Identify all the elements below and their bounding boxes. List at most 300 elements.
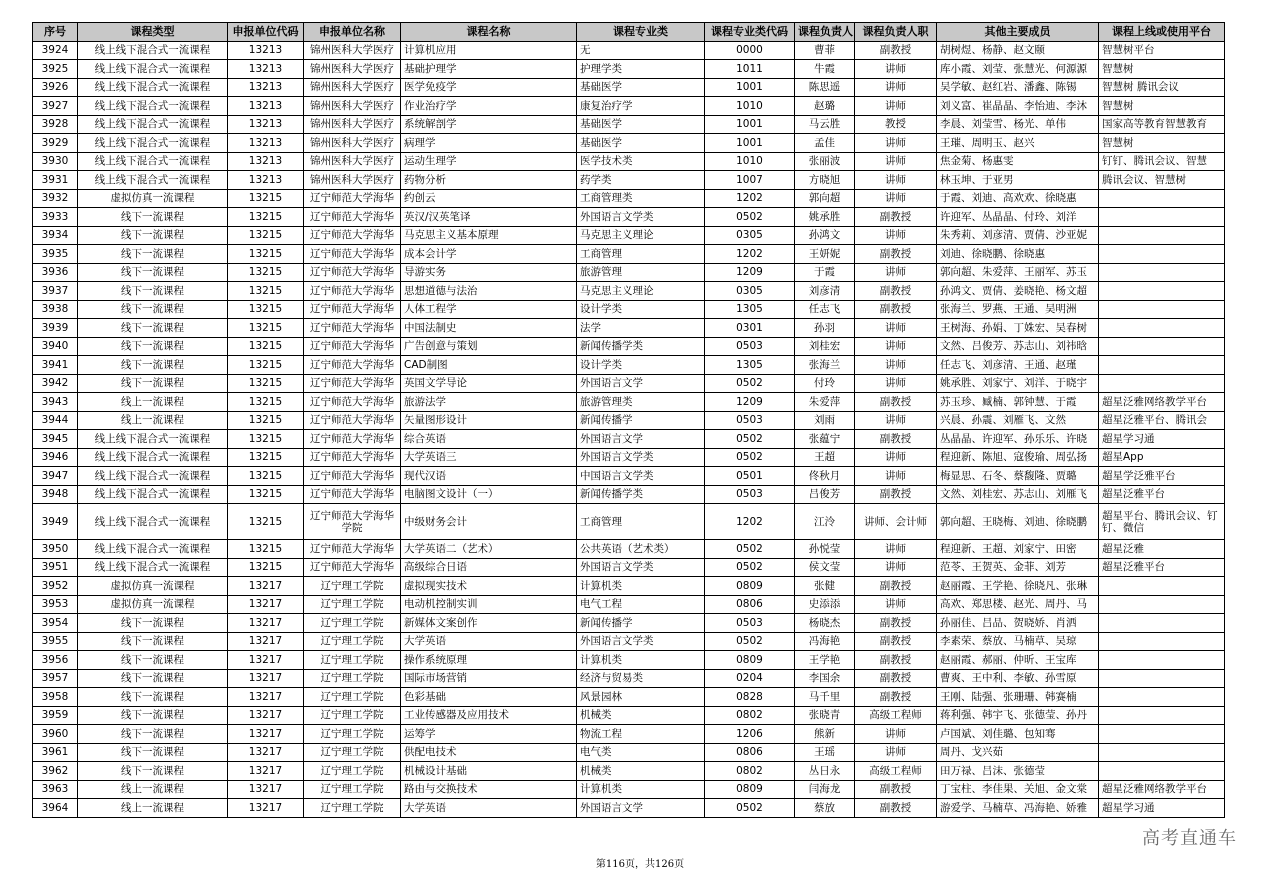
table-cell: 刘迪、徐晓鹏、徐晓惠 xyxy=(937,245,1099,264)
table-cell: 侯文莹 xyxy=(795,558,855,577)
table-cell: 0503 xyxy=(705,614,795,633)
table-cell: 外国语言文学类 xyxy=(577,448,705,467)
table-cell: 超星学泛雅平台 xyxy=(1099,467,1225,486)
table-cell: 线下一流课程 xyxy=(78,669,228,688)
table-cell: 3951 xyxy=(33,558,78,577)
table-cell: 经济与贸易类 xyxy=(577,669,705,688)
table-cell: 超星泛雅 xyxy=(1099,540,1225,559)
table-cell: 电动机控制实训 xyxy=(401,595,577,614)
table-row xyxy=(33,651,1225,670)
table-cell: 外国语言文学 xyxy=(577,430,705,449)
table-cell: 许迎军、丛晶晶、付玲、刘洋 xyxy=(937,208,1099,227)
table-cell xyxy=(1099,688,1225,707)
table-row xyxy=(33,799,1225,818)
table-cell: 0809 xyxy=(705,780,795,799)
table-cell: 0502 xyxy=(705,374,795,393)
table-cell: 超星泛雅平台、腾讯会 xyxy=(1099,411,1225,430)
table-cell: 讲师 xyxy=(855,189,937,208)
table-cell xyxy=(1099,337,1225,356)
table-cell: 13213 xyxy=(228,78,304,97)
table-cell: 机械设计基础 xyxy=(401,762,577,781)
table-cell: 讲师 xyxy=(855,226,937,245)
table-cell: 1202 xyxy=(705,189,795,208)
table-cell: 0305 xyxy=(705,226,795,245)
table-cell: 3958 xyxy=(33,688,78,707)
table-cell: 3949 xyxy=(33,504,78,540)
table-cell: 高欢、郑思楼、赵光、周丹、马 xyxy=(937,595,1099,614)
table-cell: 虚拟现实技术 xyxy=(401,577,577,596)
table-cell: 讲师 xyxy=(855,319,937,338)
table-cell: 色彩基础 xyxy=(401,688,577,707)
table-row xyxy=(33,226,1225,245)
table-body xyxy=(33,41,1225,817)
table-cell: 副教授 xyxy=(855,393,937,412)
table-cell: 13217 xyxy=(228,688,304,707)
table-cell: 线下一流课程 xyxy=(78,725,228,744)
table-cell: 3928 xyxy=(33,115,78,134)
table-cell: 腾讯会议、智慧树 xyxy=(1099,171,1225,190)
table-cell: 13217 xyxy=(228,632,304,651)
table-row xyxy=(33,614,1225,633)
table-cell: 锦州医科大学医疗 xyxy=(304,60,401,79)
table-cell: 0828 xyxy=(705,688,795,707)
table-row xyxy=(33,762,1225,781)
table-cell: 3942 xyxy=(33,374,78,393)
table-cell: 副教授 xyxy=(855,780,937,799)
page-number: 第116页，共126页 xyxy=(595,859,685,870)
table-cell: 0503 xyxy=(705,337,795,356)
table-cell: 3963 xyxy=(33,780,78,799)
table-cell: 马云胜 xyxy=(795,115,855,134)
table-cell: 线下一流课程 xyxy=(78,319,228,338)
table-cell: 线下一流课程 xyxy=(78,706,228,725)
table-cell: 蔡放 xyxy=(795,799,855,818)
table-cell xyxy=(1099,595,1225,614)
table-cell: 3944 xyxy=(33,411,78,430)
table-cell: 辽宁师范大学海华 xyxy=(304,393,401,412)
table-cell: 线上线下混合式一流课程 xyxy=(78,115,228,134)
table-cell: 副教授 xyxy=(855,651,937,670)
table-row xyxy=(33,115,1225,134)
table-cell: 13215 xyxy=(228,430,304,449)
table-cell: 姚承胜 xyxy=(795,208,855,227)
table-cell: 副教授 xyxy=(855,430,937,449)
table-cell: 0806 xyxy=(705,743,795,762)
table-cell: 讲师 xyxy=(855,743,937,762)
table-cell xyxy=(1099,208,1225,227)
table-cell: 张丽波 xyxy=(795,152,855,171)
table-cell: 工业传感器及应用技术 xyxy=(401,706,577,725)
table-cell: 王树海、孙娟、丁姝宏、吴春树 xyxy=(937,319,1099,338)
table-cell: 13215 xyxy=(228,226,304,245)
table-cell: 3947 xyxy=(33,467,78,486)
table-cell: 丛晶晶、许迎军、孙乐乐、许晓 xyxy=(937,430,1099,449)
table-cell: 供配电技术 xyxy=(401,743,577,762)
table-cell: 辽宁理工学院 xyxy=(304,595,401,614)
table-cell: 佟秋月 xyxy=(795,467,855,486)
table-cell: 成本会计学 xyxy=(401,245,577,264)
table-cell: 3929 xyxy=(33,134,78,153)
table-cell: 0305 xyxy=(705,282,795,301)
table-cell: 讲师 xyxy=(855,97,937,116)
table-cell xyxy=(1099,762,1225,781)
table-cell: 新媒体文案创作 xyxy=(401,614,577,633)
table-cell: 13213 xyxy=(228,134,304,153)
table-cell: 0502 xyxy=(705,430,795,449)
table-cell: 护理学类 xyxy=(577,60,705,79)
col-header: 其他主要成员 xyxy=(937,23,1099,42)
table-cell: 3948 xyxy=(33,485,78,504)
table-cell: 虚拟仿真一流课程 xyxy=(78,595,228,614)
table-cell: 13215 xyxy=(228,393,304,412)
table-cell: 辽宁师范大学海华 xyxy=(304,430,401,449)
table-cell: 孟佳 xyxy=(795,134,855,153)
col-header: 申报单位代码 xyxy=(228,23,304,42)
table-cell: 3927 xyxy=(33,97,78,116)
table-cell: 李素荣、蔡放、马楠草、吴琼 xyxy=(937,632,1099,651)
table-cell: 1305 xyxy=(705,356,795,375)
table-cell: 线上线下混合式一流课程 xyxy=(78,467,228,486)
table-cell: 超星泛雅网络教学平台 xyxy=(1099,780,1225,799)
table-cell: 人体工程学 xyxy=(401,300,577,319)
table-cell: 0503 xyxy=(705,485,795,504)
table-cell: 辽宁理工学院 xyxy=(304,743,401,762)
table-cell: 库小霞、刘莹、张慧光、何源源 xyxy=(937,60,1099,79)
table-cell: 线上线下混合式一流课程 xyxy=(78,171,228,190)
table-cell: 辽宁理工学院 xyxy=(304,780,401,799)
table-row xyxy=(33,97,1225,116)
table-cell: 13217 xyxy=(228,780,304,799)
table-row xyxy=(33,374,1225,393)
table-cell: 孙鸿文、贾倩、姜晓艳、杨文超 xyxy=(937,282,1099,301)
table-cell: 孙悦莹 xyxy=(795,540,855,559)
table-cell xyxy=(1099,725,1225,744)
table-cell: 13215 xyxy=(228,337,304,356)
table-cell: 3925 xyxy=(33,60,78,79)
table-cell: CAD制图 xyxy=(401,356,577,375)
table-cell: 讲师 xyxy=(855,263,937,282)
table-cell: 王瑶 xyxy=(795,743,855,762)
table-cell: 超星泛雅平台 xyxy=(1099,485,1225,504)
table-row xyxy=(33,300,1225,319)
table-cell: 大学英语三 xyxy=(401,448,577,467)
table-cell: 药物分析 xyxy=(401,171,577,190)
table-cell: 副教授 xyxy=(855,245,937,264)
table-cell: 运动生理学 xyxy=(401,152,577,171)
table-cell: 周丹、戈兴茹 xyxy=(937,743,1099,762)
table-cell: 文然、吕俊芳、苏志山、刘祎晗 xyxy=(937,337,1099,356)
table-row xyxy=(33,263,1225,282)
table-cell: 现代汉语 xyxy=(401,467,577,486)
table-cell: 新闻传播学 xyxy=(577,411,705,430)
table-cell: 线下一流课程 xyxy=(78,632,228,651)
table-cell: 辽宁理工学院 xyxy=(304,706,401,725)
table-row xyxy=(33,41,1225,60)
table-cell: 13215 xyxy=(228,300,304,319)
table-cell: 辽宁理工学院 xyxy=(304,669,401,688)
table-cell: 13217 xyxy=(228,762,304,781)
table-cell: 基础医学 xyxy=(577,115,705,134)
table-cell: 智慧树 xyxy=(1099,134,1225,153)
table-cell: 超星学习通 xyxy=(1099,799,1225,818)
table-cell xyxy=(1099,651,1225,670)
table-cell: 13215 xyxy=(228,540,304,559)
table-cell: 苏玉珍、臧楠、郭钟慧、于霞 xyxy=(937,393,1099,412)
table-cell: 熊新 xyxy=(795,725,855,744)
table-cell: 牛霞 xyxy=(795,60,855,79)
table-row xyxy=(33,577,1225,596)
table-cell: 医学技术类 xyxy=(577,152,705,171)
table-cell: 3940 xyxy=(33,337,78,356)
table-cell: 工商管理 xyxy=(577,245,705,264)
table-cell: 0502 xyxy=(705,540,795,559)
table-cell: 新闻传播学类 xyxy=(577,485,705,504)
table-cell: 虚拟仿真一流课程 xyxy=(78,577,228,596)
table-cell: 辽宁理工学院 xyxy=(304,651,401,670)
table-cell: 锦州医科大学医疗 xyxy=(304,134,401,153)
table-cell: 线上一流课程 xyxy=(78,393,228,412)
table-cell: 13215 xyxy=(228,208,304,227)
table-cell: 广告创意与策划 xyxy=(401,337,577,356)
table-cell: 13215 xyxy=(228,245,304,264)
table-cell: 中国法制史 xyxy=(401,319,577,338)
table-cell: 机械类 xyxy=(577,762,705,781)
table-cell: 计算机类 xyxy=(577,577,705,596)
table-cell xyxy=(1099,226,1225,245)
table-cell: 线下一流课程 xyxy=(78,337,228,356)
table-cell: 辽宁师范大学海华 xyxy=(304,263,401,282)
table-cell: 教授 xyxy=(855,115,937,134)
table-cell: 国际市场营销 xyxy=(401,669,577,688)
table-cell: 刘彦清 xyxy=(795,282,855,301)
table-cell: 任志飞、刘彦清、王通、赵瑾 xyxy=(937,356,1099,375)
table-cell: 陈思遥 xyxy=(795,78,855,97)
table-cell: 刘桂宏 xyxy=(795,337,855,356)
table-row xyxy=(33,134,1225,153)
table-cell: 田万禄、吕沫、张德莹 xyxy=(937,762,1099,781)
table-cell: 辽宁理工学院 xyxy=(304,632,401,651)
table-cell: 矢量图形设计 xyxy=(401,411,577,430)
table-cell: 讲师 xyxy=(855,467,937,486)
table-cell: 线下一流课程 xyxy=(78,226,228,245)
table-cell: 辽宁师范大学海华 xyxy=(304,356,401,375)
table-cell: 超星泛雅平台 xyxy=(1099,558,1225,577)
table-row xyxy=(33,706,1225,725)
table-cell: 0809 xyxy=(705,651,795,670)
table-cell: 辽宁师范大学海华 xyxy=(304,337,401,356)
table-cell: 范苓、王贺英、金菲、刘芳 xyxy=(937,558,1099,577)
table-cell: 闫海龙 xyxy=(795,780,855,799)
table-cell: 线下一流课程 xyxy=(78,263,228,282)
table-cell: 讲师 xyxy=(855,595,937,614)
table-cell: 智慧树 xyxy=(1099,97,1225,116)
table-cell: 曹爽、王中利、李敏、孙雪原 xyxy=(937,669,1099,688)
table-row xyxy=(33,245,1225,264)
table-cell: 程迎新、王超、刘家宁、田密 xyxy=(937,540,1099,559)
table-cell: 林玉坤、于亚男 xyxy=(937,171,1099,190)
table-cell: 13215 xyxy=(228,356,304,375)
col-header: 课程专业类代码 xyxy=(705,23,795,42)
col-header: 课程名称 xyxy=(401,23,577,42)
table-cell: 工商管理 xyxy=(577,504,705,540)
table-row xyxy=(33,504,1225,540)
table-cell: 1001 xyxy=(705,78,795,97)
table-cell: 副教授 xyxy=(855,300,937,319)
table-cell: 新闻传播学 xyxy=(577,614,705,633)
table-cell: 外国语言文学类 xyxy=(577,558,705,577)
table-cell: 3935 xyxy=(33,245,78,264)
table-cell: 线下一流课程 xyxy=(78,356,228,375)
table-cell: 线上一流课程 xyxy=(78,799,228,818)
table-row xyxy=(33,78,1225,97)
table-cell: 13217 xyxy=(228,706,304,725)
table-cell: 英汉/汉英笔译 xyxy=(401,208,577,227)
table-cell: 13217 xyxy=(228,799,304,818)
table-row xyxy=(33,632,1225,651)
table-cell: 线下一流课程 xyxy=(78,651,228,670)
table-cell: 辽宁师范大学海华 xyxy=(304,374,401,393)
table-cell: 基础医学 xyxy=(577,78,705,97)
table-cell: 辽宁理工学院 xyxy=(304,762,401,781)
table-cell: 1010 xyxy=(705,97,795,116)
table-cell: 设计学类 xyxy=(577,300,705,319)
table-cell xyxy=(1099,577,1225,596)
table-cell: 0802 xyxy=(705,762,795,781)
table-cell: 锦州医科大学医疗 xyxy=(304,78,401,97)
table-cell: 1206 xyxy=(705,725,795,744)
table-cell: 副教授 xyxy=(855,669,937,688)
table-cell: 3938 xyxy=(33,300,78,319)
col-header: 申报单位名称 xyxy=(304,23,401,42)
table-cell: 风景园林 xyxy=(577,688,705,707)
table-cell: 辽宁师范大学海华 xyxy=(304,300,401,319)
table-cell: 张海兰、罗燕、王通、吴明洲 xyxy=(937,300,1099,319)
table-row xyxy=(33,688,1225,707)
table-cell: 孙丽佳、吕品、贺晓娇、肖洒 xyxy=(937,614,1099,633)
table-row xyxy=(33,743,1225,762)
table-cell xyxy=(1099,300,1225,319)
table-cell xyxy=(1099,356,1225,375)
table-cell: 中级财务会计 xyxy=(401,504,577,540)
table-cell: 朱爱萍 xyxy=(795,393,855,412)
table-cell: 3943 xyxy=(33,393,78,412)
table-cell: 王璀、周明玉、赵兴 xyxy=(937,134,1099,153)
table-cell: 线上一流课程 xyxy=(78,780,228,799)
table-cell: 超星App xyxy=(1099,448,1225,467)
table-cell: 工商管理类 xyxy=(577,189,705,208)
table-cell: 0806 xyxy=(705,595,795,614)
table-row xyxy=(33,152,1225,171)
table-cell: 13215 xyxy=(228,467,304,486)
table-cell: 物流工程 xyxy=(577,725,705,744)
table-row xyxy=(33,337,1225,356)
table-cell: 辽宁师范大学海华学院 xyxy=(304,504,401,540)
table-cell: 辽宁师范大学海华 xyxy=(304,319,401,338)
table-cell: 计算机应用 xyxy=(401,41,577,60)
table-cell: 智慧树平台 xyxy=(1099,41,1225,60)
table-cell: 3957 xyxy=(33,669,78,688)
table-cell xyxy=(1099,189,1225,208)
table-row xyxy=(33,430,1225,449)
table-cell: 1202 xyxy=(705,504,795,540)
table-cell: 讲师 xyxy=(855,448,937,467)
table-cell: 马克思主义理论 xyxy=(577,226,705,245)
table-cell: 0503 xyxy=(705,411,795,430)
table-cell: 辽宁理工学院 xyxy=(304,577,401,596)
table-cell: 1001 xyxy=(705,134,795,153)
table-cell xyxy=(1099,706,1225,725)
table-cell: 史添添 xyxy=(795,595,855,614)
table-cell: 3952 xyxy=(33,577,78,596)
table-row xyxy=(33,558,1225,577)
table-cell: 3956 xyxy=(33,651,78,670)
table-cell xyxy=(1099,632,1225,651)
table-cell: 朱秀莉、刘彦清、贾倩、沙亚妮 xyxy=(937,226,1099,245)
table-cell: 1305 xyxy=(705,300,795,319)
table-cell: 13213 xyxy=(228,152,304,171)
table-cell: 赵丽霞、郝丽、仲昕、王宝库 xyxy=(937,651,1099,670)
table-cell: 大学英语二（艺术） xyxy=(401,540,577,559)
table-cell: 13217 xyxy=(228,651,304,670)
table-cell: 13217 xyxy=(228,669,304,688)
table-cell: 副教授 xyxy=(855,688,937,707)
table-cell: 副教授 xyxy=(855,577,937,596)
table-cell: 锦州医科大学医疗 xyxy=(304,171,401,190)
table-cell: 公共英语（艺术类） xyxy=(577,540,705,559)
table-cell: 1202 xyxy=(705,245,795,264)
col-header: 课程专业类 xyxy=(577,23,705,42)
table-cell: 线上线下混合式一流课程 xyxy=(78,41,228,60)
table-cell: 郭向超、朱爱萍、王丽军、苏玉 xyxy=(937,263,1099,282)
table-cell: 辽宁理工学院 xyxy=(304,725,401,744)
table-cell: 副教授 xyxy=(855,632,937,651)
table-cell: 孙鸿文 xyxy=(795,226,855,245)
table-cell: 电脑图文设计（一） xyxy=(401,485,577,504)
table-row xyxy=(33,356,1225,375)
table-row xyxy=(33,540,1225,559)
table-cell: 锦州医科大学医疗 xyxy=(304,115,401,134)
table-cell: 13217 xyxy=(228,725,304,744)
col-header: 序号 xyxy=(33,23,78,42)
table-row xyxy=(33,411,1225,430)
table-cell: 张晓青 xyxy=(795,706,855,725)
table-cell: 线上线下混合式一流课程 xyxy=(78,558,228,577)
table-cell: 讲师 xyxy=(855,152,937,171)
table-cell: 操作系统原理 xyxy=(401,651,577,670)
table-cell: 导游实务 xyxy=(401,263,577,282)
table-cell: 电气工程 xyxy=(577,595,705,614)
table-cell: 江泠 xyxy=(795,504,855,540)
table-cell: 13215 xyxy=(228,189,304,208)
table-cell: 路由与交换技术 xyxy=(401,780,577,799)
table-cell: 线下一流课程 xyxy=(78,245,228,264)
table-cell: 电气类 xyxy=(577,743,705,762)
table-cell: 辽宁师范大学海华 xyxy=(304,226,401,245)
table-cell: 3930 xyxy=(33,152,78,171)
table-cell: 游爱学、马楠草、冯海艳、娇雅 xyxy=(937,799,1099,818)
col-header: 课程上线或使用平台 xyxy=(1099,23,1225,42)
table-cell: 张健 xyxy=(795,577,855,596)
table-cell: 3945 xyxy=(33,430,78,449)
table-cell: 0502 xyxy=(705,799,795,818)
table-cell xyxy=(1099,614,1225,633)
table-cell: 13217 xyxy=(228,743,304,762)
table-cell: 13215 xyxy=(228,319,304,338)
table-cell: 线上线下混合式一流课程 xyxy=(78,485,228,504)
table-cell: 副教授 xyxy=(855,41,937,60)
table-cell: 线上一流课程 xyxy=(78,411,228,430)
table-cell: 郭向超 xyxy=(795,189,855,208)
